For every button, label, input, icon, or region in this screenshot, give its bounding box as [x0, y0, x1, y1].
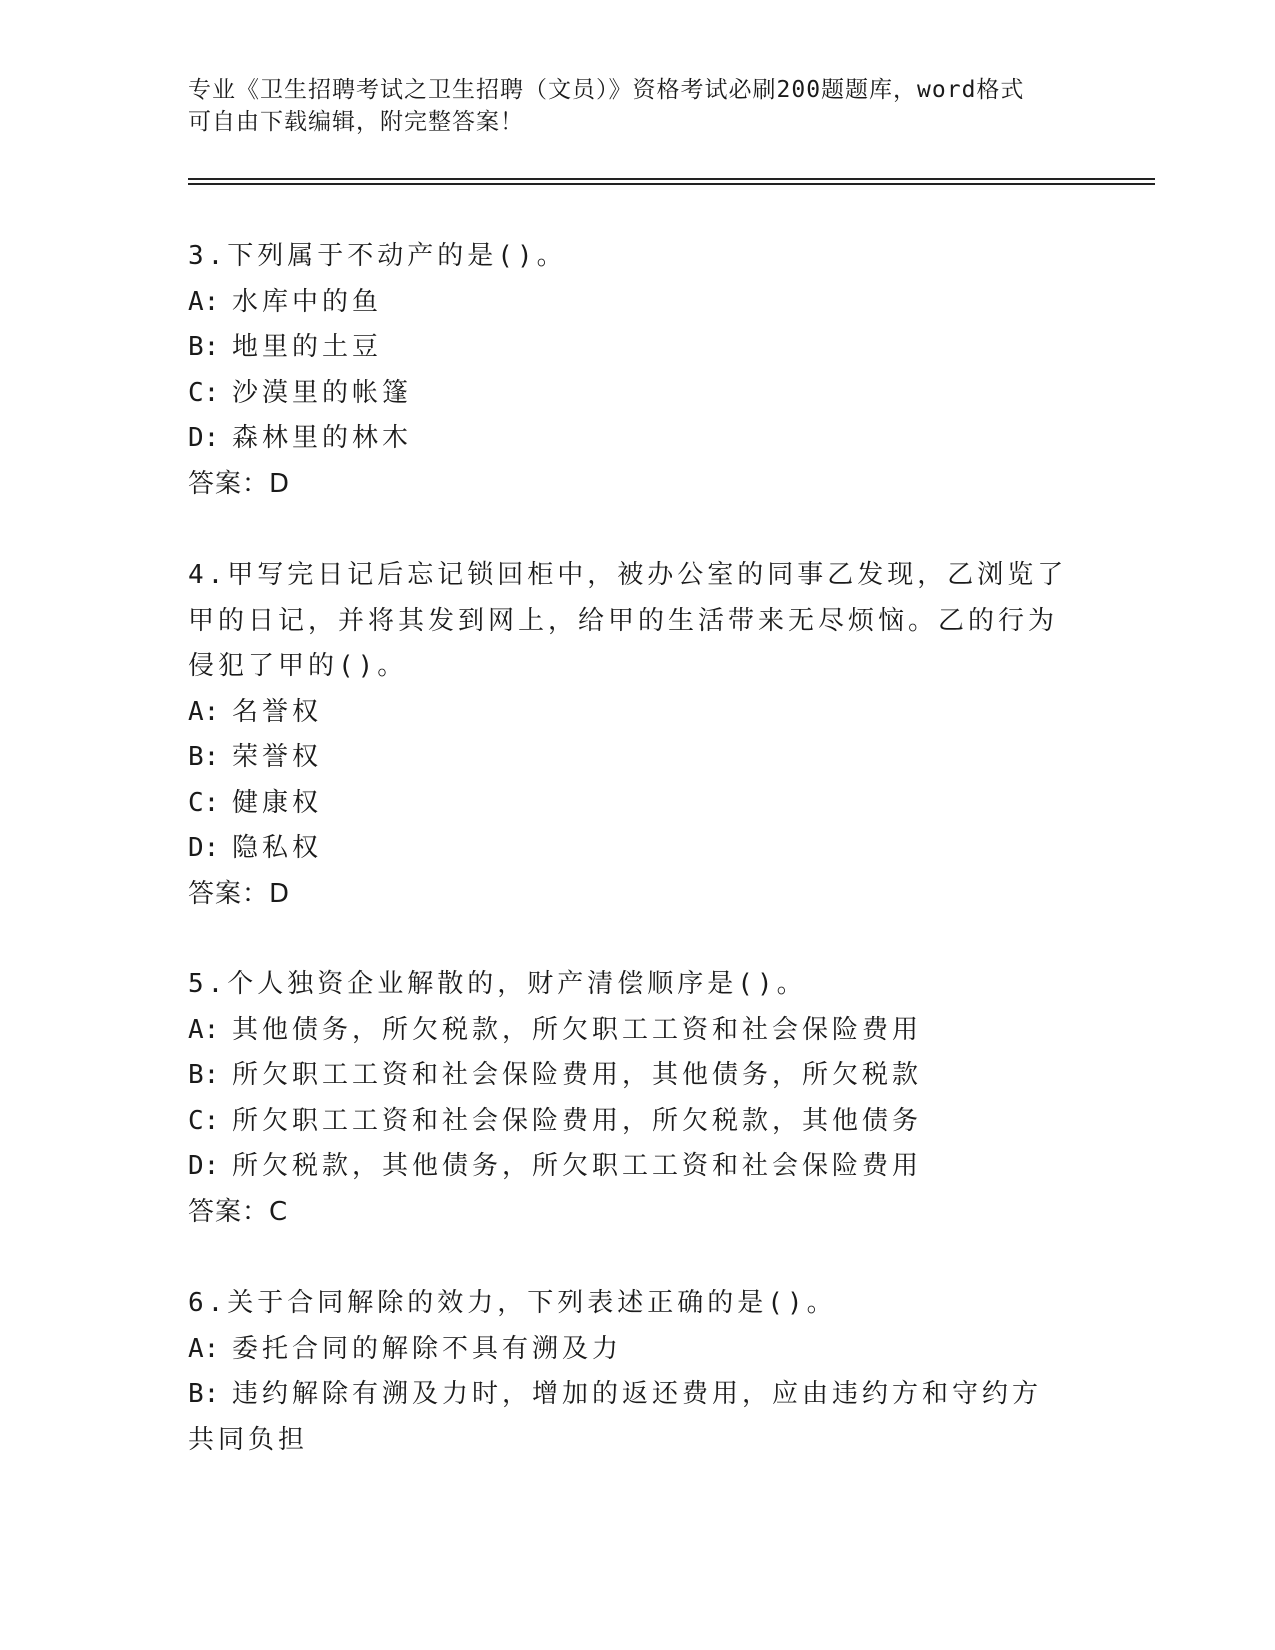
option-key: A:	[188, 1014, 220, 1045]
option-a	[188, 280, 1068, 326]
option-key: C:	[188, 377, 220, 408]
header-line-1: 专业《卫生招聘考试之卫生招聘（文员）》资格考试必刷200题题库，word格式	[188, 77, 1025, 103]
answer-line: 答案：D	[188, 468, 291, 499]
option-text: 健康权	[232, 787, 323, 818]
option-text: 荣誉权	[232, 742, 323, 772]
option-text: 隐私权	[232, 833, 323, 863]
option-a	[188, 1327, 1068, 1373]
option-b	[188, 325, 1068, 371]
option-text: 所欠职工工资和社会保险费用，其他债务，所欠税款	[232, 1060, 923, 1090]
question-stem: 6.关于合同解除的效力，下列表述正确的是()。	[188, 1288, 837, 1318]
option-key: D:	[188, 423, 220, 453]
answer-line: 答案：C	[188, 1196, 289, 1227]
option-key: A:	[188, 696, 220, 727]
question-3	[188, 234, 1068, 507]
option-text: 委托合同的解除不具有溯及力	[232, 1333, 623, 1364]
question-4	[188, 553, 1068, 917]
option-key: D:	[188, 833, 220, 863]
option-d	[188, 826, 1068, 872]
header-rule-bottom	[188, 183, 1155, 185]
option-key: B:	[188, 332, 220, 362]
question-stem: 4.甲写完日记后忘记锁回柜中，被办公室的同事乙发现，乙浏览了甲的日记，并将其发到网上，给甲的生活带来无尽烦恼。乙的行为侵犯了甲的()。	[188, 560, 1068, 681]
option-text: 名誉权	[232, 696, 323, 727]
document-header	[188, 74, 1068, 138]
header-rule-top	[188, 178, 1155, 180]
option-b	[188, 735, 1068, 781]
option-b	[188, 1372, 1068, 1463]
option-text: 所欠职工工资和社会保险费用，所欠税款，其他债务	[232, 1105, 923, 1136]
option-key: D:	[188, 1151, 220, 1181]
question-stem: 3.下列属于不动产的是()。	[188, 241, 567, 271]
option-c	[188, 1099, 1068, 1145]
option-b	[188, 1053, 1068, 1099]
option-text: 水库中的鱼	[232, 286, 383, 317]
question-stem: 5.个人独资企业解散的，财产清偿顺序是()。	[188, 969, 807, 999]
option-text: 所欠税款，其他债务，所欠职工工资和社会保险费用	[232, 1151, 923, 1181]
option-a	[188, 690, 1068, 736]
option-key: B:	[188, 742, 220, 772]
option-a	[188, 1008, 1068, 1054]
option-key: C:	[188, 1105, 220, 1136]
option-text: 森林里的林木	[232, 423, 413, 453]
question-6	[188, 1281, 1068, 1463]
option-key: B:	[188, 1379, 220, 1409]
option-text: 地里的土豆	[232, 332, 383, 362]
header-line-2: 可自由下载编辑，附完整答案！	[188, 109, 524, 135]
option-key: A:	[188, 286, 220, 317]
option-d	[188, 416, 1068, 462]
option-text: 沙漠里的帐篷	[232, 377, 413, 408]
option-key: C:	[188, 787, 220, 818]
question-5	[188, 962, 1068, 1235]
option-c	[188, 781, 1068, 827]
option-key: B:	[188, 1060, 220, 1090]
option-text: 违约解除有溯及力时，增加的返还费用，应由违约方和守约方共同负担	[188, 1379, 1043, 1455]
option-key: A:	[188, 1333, 220, 1364]
option-text: 其他债务，所欠税款，所欠职工工资和社会保险费用	[232, 1014, 923, 1045]
option-d	[188, 1144, 1068, 1190]
option-c	[188, 371, 1068, 417]
answer-line: 答案：D	[188, 878, 291, 909]
